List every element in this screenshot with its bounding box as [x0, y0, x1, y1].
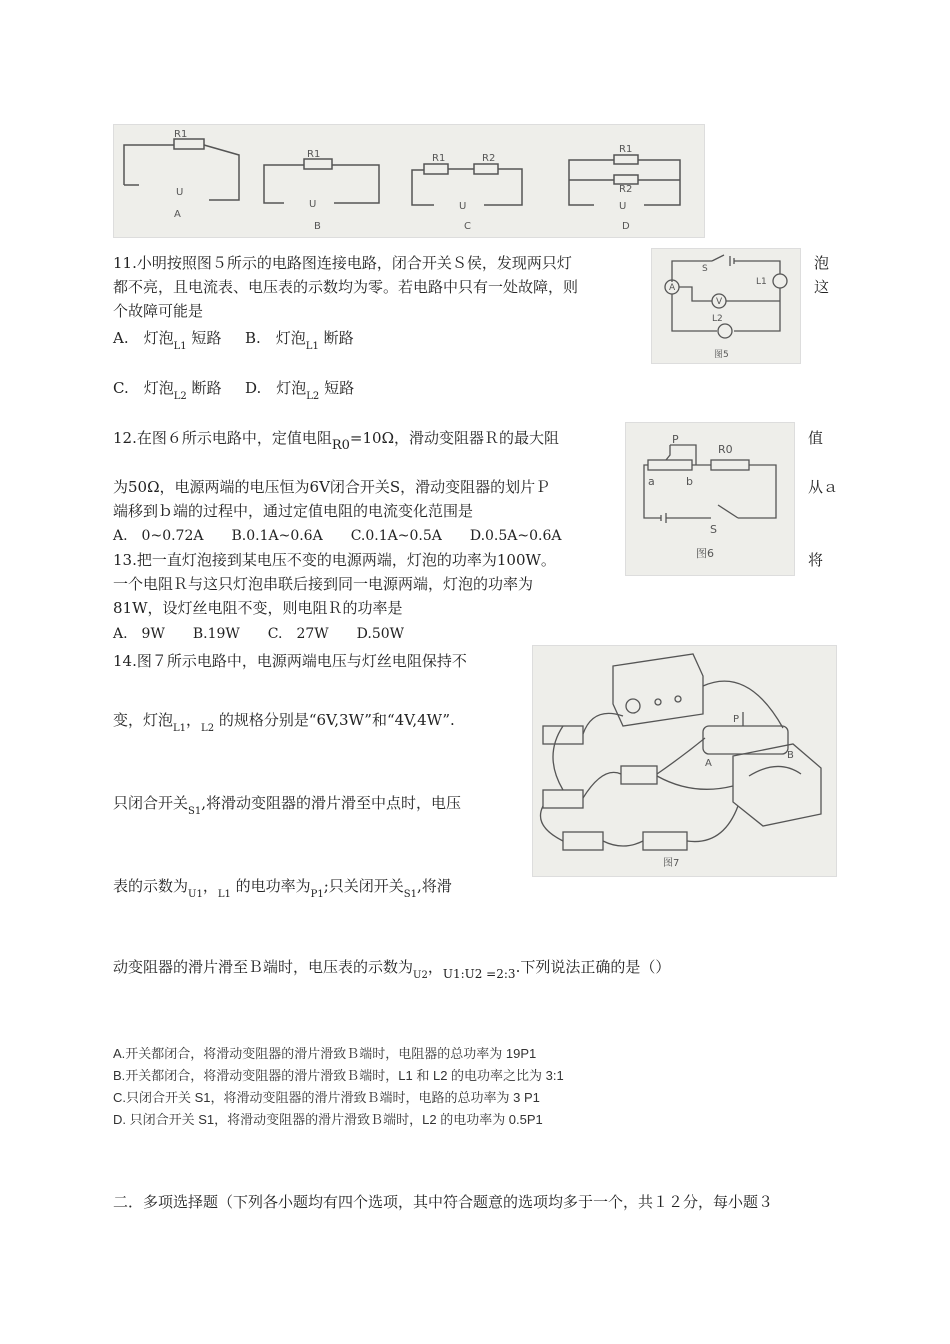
fig7-b-label: B	[787, 750, 794, 761]
fig6-p-label: P	[672, 433, 679, 446]
option-label-d: D	[622, 221, 630, 232]
q14-ratio: U1:U2 =2:3	[442, 967, 516, 981]
q14-line4-a: 表的示数为	[113, 877, 189, 895]
q11-option-d-sub: L2	[306, 391, 320, 402]
fig7-p-label: P	[733, 714, 740, 725]
q14-u1: U1	[188, 889, 203, 900]
fig5-caption: 图5	[714, 350, 729, 360]
q11-option-d-text: D. 灯泡	[245, 379, 307, 397]
q14-line4-c: ;只关闭开关	[323, 877, 404, 895]
q11-option-a-end: 短路	[191, 329, 222, 347]
q11-option-b-sub: L1	[305, 341, 319, 352]
q14-l1-b: L1	[217, 889, 231, 900]
q14-line3-a: 只闭合开关	[113, 794, 189, 812]
q14-line5-b: .下列说法正确的是（）	[515, 958, 671, 976]
r1-label-a: R1	[174, 129, 188, 140]
q12-line1-tail: 值	[808, 429, 824, 447]
q14-option-b: B.开关都闭合，将滑动变阻器的滑片滑致Ｂ端时，L1 和 L2 的电功率之比为 3:1	[113, 1068, 564, 1083]
q14-s1: S1	[188, 806, 202, 817]
q14-l1: L1	[173, 723, 187, 734]
fig5-l2-label: L2	[712, 314, 723, 324]
q12-line2: 为50Ω，电源两端的电压恒为6V闭合开关S，滑动变阻器的划片Ｐ	[113, 478, 551, 496]
q11-option-a	[113, 328, 221, 357]
q13-options: A. 9W B.19W C. 27W D.50W	[113, 626, 405, 642]
r1-label-b: R1	[307, 149, 321, 160]
q13-line1-tail: 将	[808, 551, 824, 569]
figure-5	[651, 248, 801, 364]
fig7-caption: 图7	[663, 858, 680, 869]
option-label-b: B	[314, 221, 321, 232]
q12-line1	[113, 428, 559, 456]
figure-6-circuit	[626, 423, 794, 575]
figure-6	[625, 422, 795, 576]
option-label-a: A	[174, 209, 181, 220]
q11-option-d	[245, 378, 354, 407]
q12-line3: 端移到ｂ端的过程中，通过定值电阻的电流变化范围是	[113, 502, 474, 520]
q11-option-b	[245, 328, 354, 357]
q13-line1: 13.把一直灯泡接到某电压不变的电源两端，灯泡的功率为100W。	[113, 551, 556, 569]
fig6-b-label: b	[686, 475, 693, 488]
q14-line5-a: 动变阻器的滑片滑至Ｂ端时，电压表的示数为	[113, 958, 414, 976]
q13-line2: 一个电阻Ｒ与这只灯泡串联后接到同一电源两端，灯泡的功率为	[113, 575, 534, 593]
section-2-heading: 二．多项选择题（下列各小题均有四个选项，其中符合题意的选项均多于一个，共１２分，每小题３	[113, 1193, 774, 1211]
q11-line3: 个故障可能是	[113, 302, 204, 320]
q14-line4-d: ,将滑	[417, 877, 452, 895]
q11-option-c-end: 断路	[191, 379, 222, 397]
q11-option-d-end: 短路	[324, 379, 355, 397]
q14-line2: 变，灯泡$_{L1}$，$_{L2}$ 的规格分别是“6V,3W”和“4V,4W”.	[113, 711, 455, 734]
q12-line1-text: 12.在图６所示电路中，定值电阻	[113, 429, 332, 447]
figure-7-apparatus	[533, 646, 836, 876]
q11-option-b-end: 断路	[323, 329, 354, 347]
q14-s1-b: S1	[403, 889, 418, 900]
q13-line3: 81W，设灯丝电阻不变，则电阻Ｒ的功率是	[113, 599, 403, 617]
fig5-switch-label: S	[702, 264, 708, 274]
q14-option-d: D. 只闭合开关 S1，将滑动变阻器的滑片滑致Ｂ端时，L2 的电功率为 0.5P1	[113, 1112, 543, 1127]
q11-option-a-text: A. 灯泡	[113, 329, 174, 347]
q14-l2: L2	[201, 723, 215, 734]
q12-r0: R0	[331, 438, 350, 453]
fig7-a-label: A	[705, 758, 712, 769]
q14-line4: 表的示数为$_{U1}$，$_{L1}$ 的电功率为$_{P1}$;只关闭开关$_{S1}$,将滑	[113, 877, 452, 900]
q14-p1: P1	[310, 889, 324, 900]
circuit-diagrams	[114, 125, 704, 237]
u-label-c: U	[459, 201, 467, 212]
u-label-d: U	[619, 201, 627, 212]
q11-line2-tail: 这	[814, 278, 830, 296]
q14-line5: 动变阻器的滑片滑至Ｂ端时，电压表的示数为$_{U2}$，$_{U1:U2 =2:3}$.下列说法正确的是（）	[113, 958, 671, 981]
q14-line2-a: 变，灯泡	[113, 711, 174, 729]
option-label-c: C	[464, 221, 471, 232]
q14-line4-b: 的电功率为	[235, 877, 311, 895]
q14-option-c: C.只闭合开关 S1，将滑动变阻器的滑片滑致Ｂ端时，电路的总功率为 3 P1	[113, 1090, 540, 1105]
q14-u2: U2	[413, 970, 428, 981]
q14-line3-b: ,将滑动变阻器的滑片滑至中点时，电压	[201, 794, 462, 812]
u-label-a: U	[176, 187, 184, 198]
fig6-r0-label: R0	[718, 443, 733, 456]
u-label-b: U	[309, 199, 317, 210]
figure-5-circuit	[652, 249, 800, 363]
q11-line1-tail: 泡	[814, 254, 830, 272]
fig5-ammeter-label: A	[669, 283, 676, 293]
q11-option-b-text: B. 灯泡	[245, 329, 306, 347]
r2-label-c: R2	[482, 153, 496, 164]
r1-label-c: R1	[432, 153, 446, 164]
figure-7	[532, 645, 837, 877]
q14-option-a: A.开关都闭合，将滑动变阻器的滑片滑致Ｂ端时，电阻器的总功率为 19P1	[113, 1046, 537, 1061]
q11-option-c-text: C. 灯泡	[113, 379, 174, 397]
fig6-caption: 图6	[696, 547, 714, 560]
q14-line3	[113, 793, 461, 822]
q11-line2: 都不亮，且电流表、电压表的示数均为零。若电路中只有一处故障，则	[113, 278, 579, 296]
fig5-l1-label: L1	[756, 277, 767, 287]
q11-line1: 11.小明按照图５所示的电路图连接电路，闭合开关Ｓ侯，发现两只灯	[113, 254, 572, 272]
q12-line1-b: =10Ω，滑动变阻器Ｒ的最大阻	[349, 429, 560, 447]
q14-line2-b: 的规格分别是“6V,3W”和“4V,4W”.	[218, 711, 455, 729]
fig5-voltmeter-label: V	[716, 297, 723, 307]
fig6-a-label: a	[648, 475, 655, 488]
q14-line1: 14.图７所示电路中，电源两端电压与灯丝电阻保持不	[113, 652, 467, 670]
r1-label-d: R1	[619, 144, 633, 155]
q12-options: A. 0~0.72A B.0.1A~0.6A C.0.1A~0.5A D.0.5A~0.6A	[113, 528, 562, 544]
r2-label-d: R2	[619, 184, 633, 195]
q11-option-c-sub: L2	[173, 391, 187, 402]
q12-line2-tail: 从ａ	[808, 478, 839, 496]
circuit-options-figure	[113, 124, 705, 238]
fig6-s-label: S	[710, 523, 717, 536]
q11-option-c	[113, 378, 222, 407]
q11-option-a-sub: L1	[173, 341, 187, 352]
